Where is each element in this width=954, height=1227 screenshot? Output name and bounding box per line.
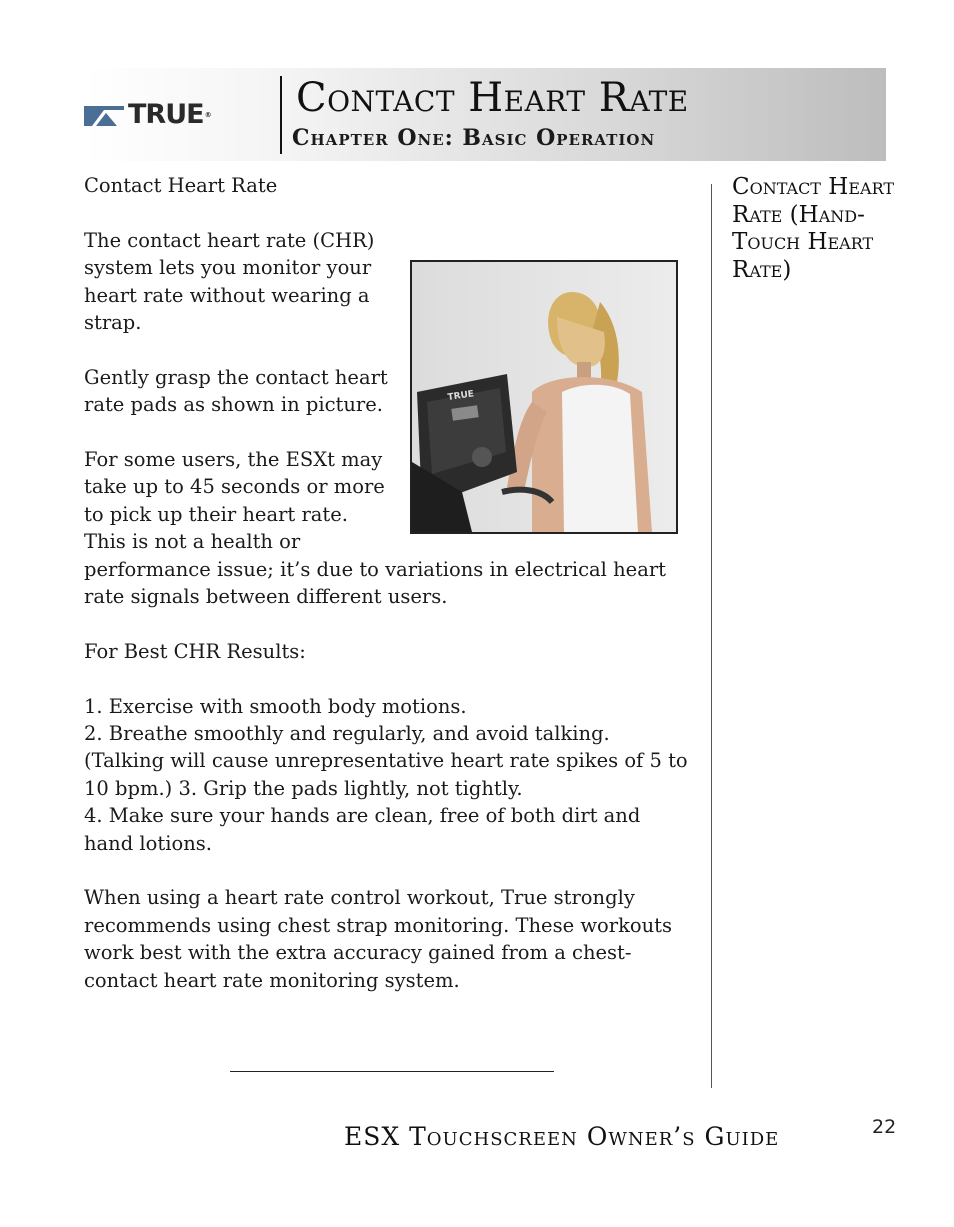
body-text <box>84 172 688 1021</box>
tip-item: 4. Make sure your hands are clean, free of both dirt and hand lotions. <box>84 804 641 855</box>
footer-guide-title: ESX Touchscreen Owner’s Guide <box>344 1122 780 1151</box>
logo-mark-icon <box>84 104 124 126</box>
woman-on-elliptical-illustration <box>412 262 676 532</box>
best-results-label: For Best CHR Results: <box>84 639 306 663</box>
console-brand-label: TRUE <box>447 389 475 403</box>
tip-item: 2. Breathe smoothly and regularly, and avoid talking. (Talking will cause unrepresentative heart rate spikes of 5 to 10 bpm.) 3. Grip the pads lightly, not tightly. <box>84 722 688 800</box>
page-title: Contact Heart Rate <box>296 75 689 121</box>
footnote-rule <box>230 1071 554 1072</box>
intro-paragraph: The contact heart rate (CHR) system lets you monitor your heart rate without wearing a strap. <box>84 228 375 335</box>
closing-paragraph: When using a heart rate control workout, True strongly recommends using chest strap monitoring. These workouts work best with the extra accuracy gained from a chest-contact heart rate monitoring system. <box>84 886 673 992</box>
tip-item: 1. Exercise with smooth body motions. <box>84 694 467 718</box>
true-logo <box>84 100 254 130</box>
logo-wordmark: TRUE® <box>128 99 211 130</box>
page-number: 22 <box>872 1116 897 1138</box>
header-divider <box>280 76 282 154</box>
grasp-paragraph: Gently grasp the contact heart rate pads as shown in picture. <box>84 365 388 417</box>
sidebar-divider <box>711 184 712 1088</box>
figure-photo <box>410 260 678 534</box>
timing-paragraph: For some users, the ESXt may take up to 45 seconds or more to pick up their heart rate. This is not a health or performance issue; it’s due to variations in electrical heart rate signals between different users. <box>84 448 667 609</box>
section-label: Contact Heart Rate <box>84 174 278 197</box>
page-subtitle: Chapter One: Basic Operation <box>292 125 656 151</box>
sidebar-heading: Contact Heart Rate (Hand-Touch Heart Rate) <box>732 174 895 283</box>
